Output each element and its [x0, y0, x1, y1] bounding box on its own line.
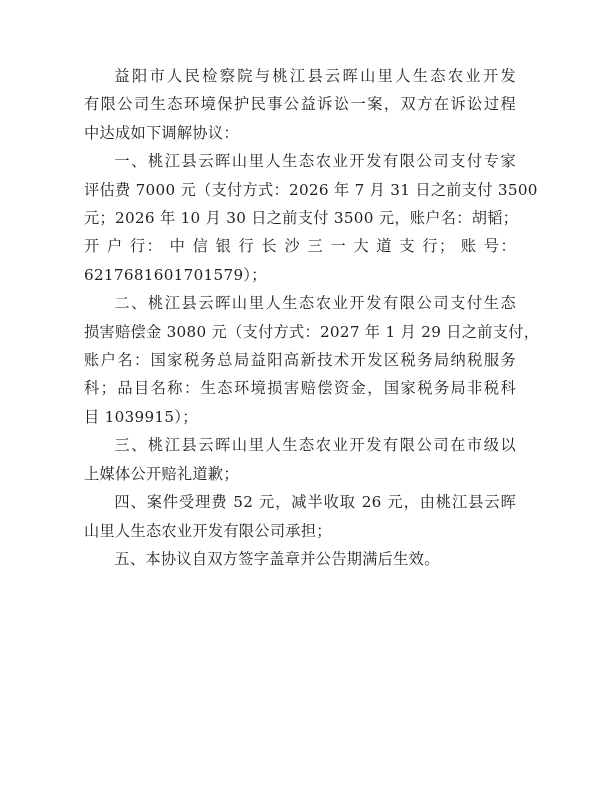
item-line: 二、桃江县云晖山里人生态农业开发有限公司支付生态 [114, 294, 516, 313]
intro-line: 有限公司生态环境保护民事公益诉讼一案，双方在诉讼过程 [84, 95, 516, 114]
agreement-item-4 [84, 488, 516, 545]
document-body [84, 62, 540, 573]
item-line: 科；品目名称：生态环境损害赔偿资金，国家税务局非税科 [84, 379, 516, 398]
item-line: 目 1039915）； [84, 407, 198, 426]
item-line: 一、桃江县云晖山里人生态农业开发有限公司支付专家 [114, 152, 516, 171]
item-line: 开 户 行： 中 信 银 行 长 沙 三 一 大 道 支 行； 账 号： [84, 237, 516, 256]
item-line: 上媒体公开赔礼道歉； [84, 464, 239, 483]
intro-paragraph [84, 62, 516, 147]
item-line: 账户名：国家税务总局益阳高新技术开发区税务局纳税服务 [84, 351, 516, 370]
intro-line: 中达成如下调解协议： [84, 123, 239, 142]
item-line: 三、桃江县云晖山里人生态农业开发有限公司在市级以 [114, 436, 516, 455]
intro-line: 益阳市人民检察院与桃江县云晖山里人生态农业开发 [114, 67, 516, 85]
agreement-item-2 [84, 289, 540, 431]
agreement-item-3 [84, 431, 516, 488]
item-line: 6217681601701579）； [84, 265, 267, 284]
agreement-item-5 [84, 545, 516, 573]
item-line: 五、本协议自双方签字盖章并公告期满后生效。 [114, 549, 440, 568]
item-line: 四、案件受理费 52 元，减半收取 26 元，由桃江县云晖 [114, 493, 516, 512]
item-line: 山里人生态农业开发有限公司承担； [84, 521, 332, 540]
item-line: 评估费 7000 元（支付方式：2026 年 7 月 31 日之前支付 3500 [84, 180, 538, 199]
item-line: 损害赔偿金 3080 元（支付方式：2027 年 1 月 29 日之前支付， [84, 322, 540, 341]
item-line: 元；2026 年 10 月 30 日之前支付 3500 元，账户名：胡韬； [84, 209, 519, 228]
agreement-item-1 [84, 147, 538, 289]
